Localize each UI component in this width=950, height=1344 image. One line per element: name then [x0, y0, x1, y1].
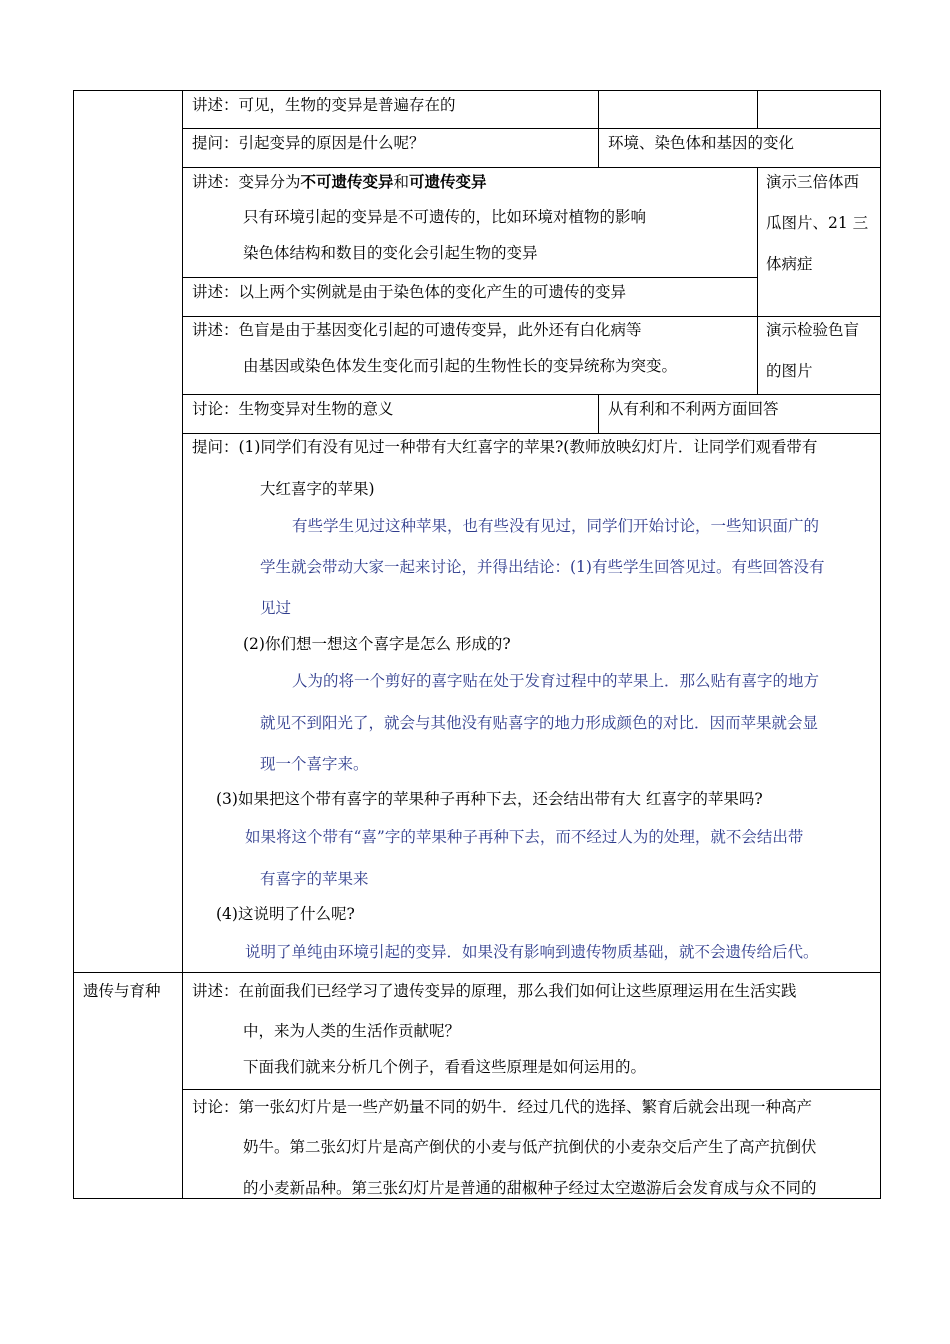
row7-answer1-line1: 有些学生见过这种苹果，也有些没有见过，同学们开始讨论，一些知识面广的 — [292, 517, 820, 535]
row7-question1-line1: 提问：(1)同学们有没有见过一种带有大红喜字的苹果?(教师放映幻灯片．让同学们观看带有 — [192, 438, 818, 456]
row8-line1: 讲述：在前面我们已经学习了遗传变异的原理，那么我们如何让这些原理运用在生活实践 — [192, 982, 797, 1000]
row2-activity-text: 提问：引起变异的原因是什么呢？ — [192, 134, 425, 152]
row7-answer2-line2: 就见不到阳光了，就会与其他没有贴喜字的地力形成颜色的对比．因而苹果就会显 — [260, 714, 819, 732]
row4-activity-text: 讲述：以上两个实例就是由于染色体的变化产生的可遗传的变异 — [192, 283, 627, 301]
row7-question4: (4)这说明了什么呢? — [216, 905, 355, 923]
row3-media-line3: 体病症 — [766, 255, 813, 273]
row7-answer3-line2: 有喜字的苹果来 — [260, 870, 369, 888]
row1-activity-text: 讲述：可见，生物的变异是普遍存在的 — [192, 96, 456, 114]
row5-media-line1: 演示检验色盲 — [766, 321, 860, 339]
row3-mid: 和 — [393, 173, 410, 191]
row7-answer1-line3: 见过 — [260, 599, 292, 617]
row7-question3: (3)如果把这个带有喜字的苹果种子再种下去，还会结出带有大 红喜字的苹果吗? — [216, 790, 763, 808]
row3-line2: 只有环境引起的变异是不可遗传的，比如环境对植物的影响 — [243, 208, 647, 226]
row3-media-line2: 瓜图片、21 三 — [766, 214, 869, 232]
row3-media-line1: 演示三倍体西 — [766, 173, 860, 191]
row3-line3: 染色体结构和数目的变化会引起生物的变异 — [243, 244, 538, 262]
row3-line1 — [192, 172, 487, 192]
row5-line1: 讲述：色盲是由于基因变化引起的可遗传变异，此外还有白化病等 — [192, 321, 642, 339]
row7-answer2-line3: 现一个喜字来。 — [260, 755, 369, 773]
row2-student-text: 环境、染色体和基因的变化 — [608, 134, 795, 152]
row5-media-line2: 的图片 — [766, 362, 813, 380]
row7-question2: (2)你们想一想这个喜字是怎么 形成的? — [243, 635, 511, 653]
row7-answer3-line1: 如果将这个带有“喜”字的苹果种子再种下去，而不经过人为的处理，就不会结出带 — [245, 828, 804, 846]
row8-line3: 下面我们就来分析几个例子，看看这些原理是如何运用的。 — [243, 1058, 647, 1076]
row9-line2: 奶牛。第二张幻灯片是高产倒伏的小麦与低产抗倒伏的小麦杂交后产生了高产抗倒伏 — [243, 1138, 817, 1156]
row7-answer1-line2: 学生就会带动大家一起来讨论，并得出结论：(1)有些学生回答见过。有些回答没有 — [260, 558, 825, 576]
section-label-heredity-breeding: 遗传与育种 — [83, 982, 161, 1000]
row3-prefix: 讲述：变异分为 — [192, 173, 301, 191]
row7-answer4: 说明了单纯由环境引起的变异．如果没有影响到遗传物质基础，就不会遗传给后代。 — [245, 943, 819, 961]
row6-activity-text: 讨论：生物变异对生物的意义 — [192, 400, 394, 418]
row6-student-text: 从有利和不利两方面回答 — [608, 400, 779, 418]
row7-answer2-line1: 人为的将一个剪好的喜字贴在处于发育过程中的苹果上．那么贴有喜字的地方 — [292, 672, 820, 690]
row8-line2: 中，来为人类的生活作贡献呢？ — [243, 1022, 461, 1040]
row9-line1: 讨论：第一张幻灯片是一些产奶量不同的奶牛．经过几代的选择、繁育后就会出现一种高产 — [192, 1098, 813, 1116]
row5-line2: 由基因或染色体发生变化而引起的生物性长的变异统称为突变。 — [243, 357, 678, 375]
row3-bold-term-2: 可遗传变异 — [409, 172, 487, 191]
row9-line3: 的小麦新品种。第三张幻灯片是普通的甜椒种子经过太空遨游后会发育成与众不同的 — [243, 1179, 817, 1197]
row3-bold-term-1: 不可遗传变异 — [300, 172, 394, 191]
row7-question1-line2: 大红喜字的苹果) — [260, 480, 375, 498]
